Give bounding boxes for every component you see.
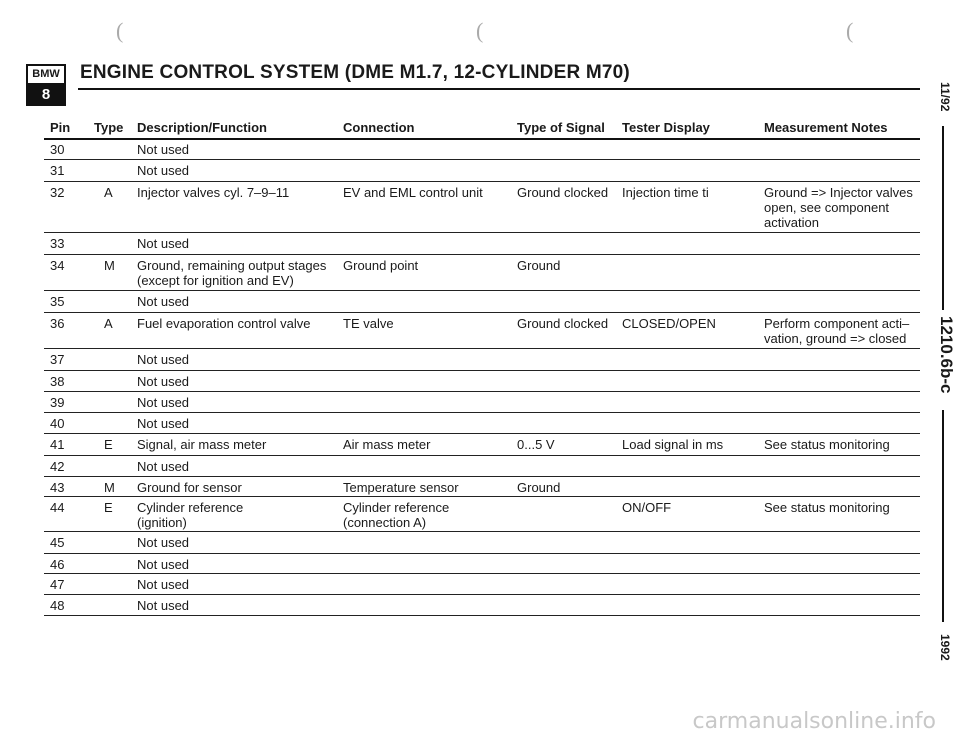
cell-pin: 48 <box>50 598 65 613</box>
cell-pin: 34 <box>50 258 65 273</box>
cell-signal: Ground clocked <box>517 185 609 200</box>
cell-description: Not used <box>137 163 190 178</box>
cell-description: Cylinder reference <box>137 500 244 515</box>
table-row <box>0 349 920 371</box>
cell-connection: TE valve <box>343 316 394 331</box>
table-row <box>0 371 920 392</box>
table-row <box>0 255 920 291</box>
logo-series: 8 <box>28 85 64 104</box>
cell-connection: Ground point <box>343 258 419 273</box>
cell-type: A <box>104 185 113 200</box>
cell-pin: 33 <box>50 236 65 251</box>
table-row <box>0 182 920 233</box>
table-row <box>0 233 920 255</box>
table-row <box>0 595 920 616</box>
cell-description: Not used <box>137 416 190 431</box>
cell-description: Ground for sensor <box>137 480 242 495</box>
cell-pin: 32 <box>50 185 65 200</box>
cell-description: Not used <box>137 557 190 572</box>
cell-type: A <box>104 316 113 331</box>
col-connection: Connection <box>343 120 415 135</box>
punch-mark-center: ( <box>476 18 484 43</box>
cell-type: E <box>104 500 113 515</box>
cell-pin: 42 <box>50 459 65 474</box>
cell-pin: 40 <box>50 416 65 431</box>
row-divider <box>44 615 920 616</box>
punch-mark-right: ( <box>846 18 854 43</box>
watermark: carmanualsonline.info <box>692 709 936 734</box>
table-row <box>0 413 920 434</box>
cell-pin: 43 <box>50 480 65 495</box>
table-row <box>0 291 920 313</box>
table-row <box>0 139 920 160</box>
col-description: Description/Function <box>137 120 267 135</box>
cell-type: M <box>104 258 115 273</box>
table-row <box>0 574 920 595</box>
cell-description: (ignition) <box>137 515 187 530</box>
cell-pin: 31 <box>50 163 65 178</box>
side-line-bottom <box>942 410 944 622</box>
col-pin: Pin <box>50 120 71 135</box>
col-measurement-notes: Measurement Notes <box>764 120 888 135</box>
cell-measurement-notes: Ground => Injector valves <box>764 185 913 200</box>
table-row <box>0 456 920 477</box>
cell-signal: Ground clocked <box>517 316 609 331</box>
cell-description: Fuel evaporation control valve <box>137 316 311 331</box>
cell-pin: 38 <box>50 374 65 389</box>
cell-pin: 37 <box>50 352 65 367</box>
cell-description: Not used <box>137 352 190 367</box>
cell-description: Not used <box>137 598 190 613</box>
col-tester-display: Tester Display <box>622 120 710 135</box>
cell-connection: EV and EML control unit <box>343 185 483 200</box>
cell-description: Injector valves cyl. 7–9–11 <box>137 185 290 200</box>
cell-description: Not used <box>137 142 190 157</box>
side-doc-number: 1210.6b-c <box>937 316 956 394</box>
cell-description: Not used <box>137 294 190 309</box>
cell-connection: Air mass meter <box>343 437 431 452</box>
table-row <box>0 497 920 532</box>
cell-measurement-notes: See status monitoring <box>764 437 890 452</box>
table-row <box>0 434 920 456</box>
cell-pin: 30 <box>50 142 65 157</box>
logo-brand: BMW <box>28 66 64 85</box>
cell-tester-display: ON/OFF <box>622 500 672 515</box>
side-date: 11/92 <box>938 82 952 112</box>
cell-pin: 39 <box>50 395 65 410</box>
cell-description: Not used <box>137 395 190 410</box>
cell-pin: 36 <box>50 316 65 331</box>
cell-description: Not used <box>137 535 190 550</box>
cell-measurement-notes: Perform component acti– <box>764 316 910 331</box>
cell-pin: 35 <box>50 294 65 309</box>
table-row <box>0 392 920 413</box>
cell-pin: 41 <box>50 437 65 452</box>
cell-pin: 44 <box>50 500 65 515</box>
page-title: ENGINE CONTROL SYSTEM (DME M1.7, 12-CYLINDER M70) <box>80 62 630 83</box>
cell-pin: 45 <box>50 535 65 550</box>
cell-description: Ground, remaining output stages <box>137 258 327 273</box>
cell-pin: 46 <box>50 557 65 572</box>
cell-description: (except for ignition and EV) <box>137 273 294 288</box>
cell-measurement-notes: open, see component <box>764 200 890 215</box>
cell-measurement-notes: See status monitoring <box>764 500 890 515</box>
side-margin <box>930 0 960 744</box>
cell-connection: (connection A) <box>343 515 427 530</box>
cell-signal: Ground <box>517 480 561 495</box>
table-row <box>0 554 920 574</box>
cell-connection: Temperature sensor <box>343 480 459 495</box>
cell-connection: Cylinder reference <box>343 500 450 515</box>
cell-signal: 0...5 V <box>517 437 555 452</box>
title-underline <box>78 88 920 90</box>
cell-description: Not used <box>137 374 190 389</box>
cell-measurement-notes: vation, ground => closed <box>764 331 907 346</box>
cell-type: E <box>104 437 113 452</box>
cell-description: Not used <box>137 577 190 592</box>
cell-description: Not used <box>137 459 190 474</box>
cell-tester-display: Load signal in ms <box>622 437 724 452</box>
side-line-top <box>942 126 944 310</box>
cell-pin: 47 <box>50 577 65 592</box>
table-row <box>0 532 920 554</box>
cell-description: Signal, air mass meter <box>137 437 267 452</box>
table-row <box>0 160 920 182</box>
cell-type: M <box>104 480 115 495</box>
punch-mark-left: ( <box>116 18 124 43</box>
side-year: 1992 <box>938 634 952 661</box>
cell-tester-display: CLOSED/OPEN <box>622 316 716 331</box>
col-signal: Type of Signal <box>517 120 605 135</box>
table-row <box>0 477 920 497</box>
cell-signal: Ground <box>517 258 561 273</box>
cell-tester-display: Injection time ti <box>622 185 709 200</box>
cell-measurement-notes: activation <box>764 215 819 230</box>
col-type: Type <box>94 120 124 135</box>
table-row <box>0 313 920 349</box>
cell-description: Not used <box>137 236 190 251</box>
bmw-logo <box>26 64 66 106</box>
